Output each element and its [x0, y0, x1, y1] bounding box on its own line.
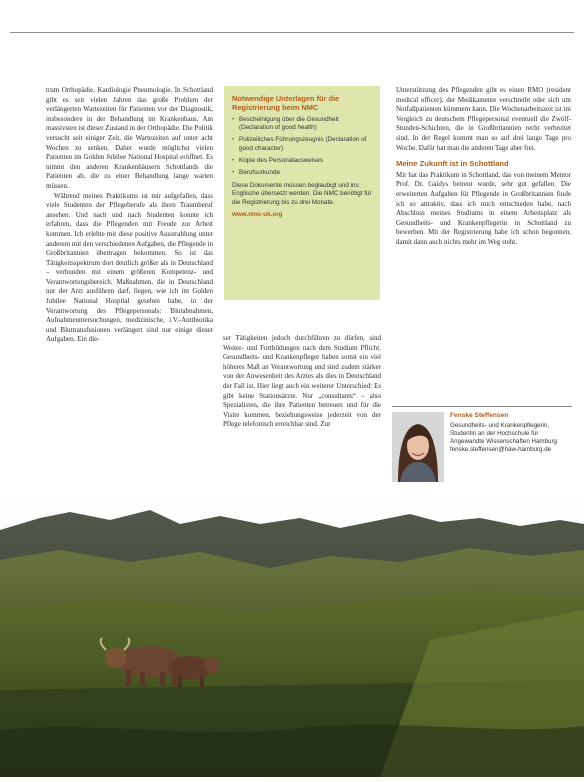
- infobox-title: Notwendige Unterlagen für die Registrierung beim NMC: [232, 94, 340, 112]
- infobox-item: • Berufsurkunde: [232, 169, 372, 177]
- column1-paragraph-2: Während meines Praktikums ist mir aufgefallen, dass viele Studenten der Pflegeberufe als ihren Traumberuf ansehen. Und nach und nach Studenten konnte ich erfahren, dass die Pflegenden mit Freude zur Arbeit kommen. Ich erlebte mit diese positive Ausstrahlung unter anderem mit den verschiedenen Aufgaben, die Pflegende in Großbritannien übertragen bekommen. So ist das Tätigkeitsspektrum dort deutlich größer als in Deutschland – verbunden mit einem größeren Kompetenz- und Verantwortungsbereich. Maßnahmen, die in Deutschland nur der Arzt ausführen darf, liegen, wie ich im Golden Jubilee National Hospital gesehen habe, in der Verantwortung des Pflegepersonals: Blutabnahmen, Aufnahmeuntersuchungen, medizinische, i.V.-Antibiotika und Bluttransfusionen verlängert sind nur einige dieser Aufgaben. Ein die-: [46, 191, 213, 344]
- infobox-list: [232, 116, 372, 177]
- author-box: [392, 406, 572, 494]
- column3-paragraph-1: Unterstützung des Pflegenden gibt es einen RMO (resident medical officer), der Medikamente verschreibt oder sich um Notfallpatienten kümmern kann. Die Wochenarbeitszeit ist im Vergleich zu deutschem Pflegepersonal eventuell die Zwölf-Stunden-Schichten, die in Großbritannien recht verbreitet sind. In der Regel kommt man so auf drei lange Tage pro Woche. Dafür hat man die anderen Tage aber frei.: [396, 86, 571, 152]
- author-photo: [392, 412, 444, 482]
- author-bio: Gesundheits- und Krankenpflegerin, Studentin an der Hochschule für Angewandte Wissenschaften Hamburg: [450, 422, 557, 446]
- column2-paragraph: ser Tätigkeiten jedoch durchführen zu dürfen, sind Weiter- und Fortbildungen nach dem Studium Pflicht. Gesundheits- und Krankenpfleger haben somit ein viel höheres Maß an Verantwortung und sind zudem stärker von der Anwesenheit des Arztes als dies in Deutschland der Fall ist. Hier liegt auch ein weiterer Unterschied: Es gibt keine Stationsärzte. Nur „consultants“ – also Spezialisten, die ihre Patienten betreuen und für die Visite kommen, beziehungsweise jederzeit von der Pflege telefonisch erreichbar sind. Zur: [223, 334, 381, 429]
- column3-paragraph-2: Mir hat das Praktikum in Schottland, das von meinem Mentor Prof. Dr. Gaidys betreut wurde, sehr gut gefallen. Die erweiterten Aufgaben für Pflegende in Großbritannien finde ich so attraktiv, dass ich mich entschieden habe, nach Abschluss meines Studiums in einem Arbeitsplatz als Gesundheits- und Krankenpflegerin in Schottland zu bewerben. Mit der Registrierung habe ich schon begonnen, damit dann auch nichts mehr im Weg steht.: [396, 170, 571, 246]
- infobox-item: • Kopie des Personalausweises: [232, 157, 372, 165]
- author-name: Fenske Steffensen: [450, 412, 509, 419]
- article-column-1: [46, 86, 213, 345]
- requirements-infobox: [224, 86, 380, 300]
- column1-paragraph-1: trum Orthopädie, Kardiologie Pneumologie. In Schottland gibt es seit vielen Jahren das große Problem der verlängerten Wartezeiten für Patienten vor der Diagnostik, insbesondere in der Behandlung im Krankenhaus. Am massivsten ist dieser Zustand in der Orthopädie. Die Politik versucht seit einiger Zeit, die Wartezeiten auf unter acht Wochen zu senken. Daher wurde möglichst vielen Patienten im Golden Jubilee National Hospital eröffnet. Es nimmt den anderen Krankenhäusern Schottlands die Patienten ab, die zu einer Behandlung lange warten müssen.: [46, 86, 214, 190]
- header-rule: [10, 32, 574, 33]
- author-caption: [450, 412, 572, 454]
- author-rule: [392, 406, 572, 407]
- highland-landscape-photo: [0, 490, 584, 777]
- article-column-2: [223, 334, 381, 430]
- infobox-item: • Polizeiliches Führungszeugnis (Declaration of good character): [232, 136, 372, 152]
- infobox-link[interactable]: www.nmc-uk.org: [232, 210, 283, 218]
- infobox-item: • Bescheinigung über die Gesundheit (Declaration of good health): [232, 116, 372, 132]
- article-column-3: [396, 86, 571, 248]
- author-email[interactable]: fenske.steffensen@haw-hamburg.de: [450, 446, 552, 454]
- infobox-note: Diese Dokumente müssen beglaubigt und ins Englische übersetzt werden. Die NMC benötigt für die Registrierung bis zu drei Monate.: [232, 182, 372, 206]
- section-heading: Meine Zukunft ist in Schottland: [396, 159, 509, 169]
